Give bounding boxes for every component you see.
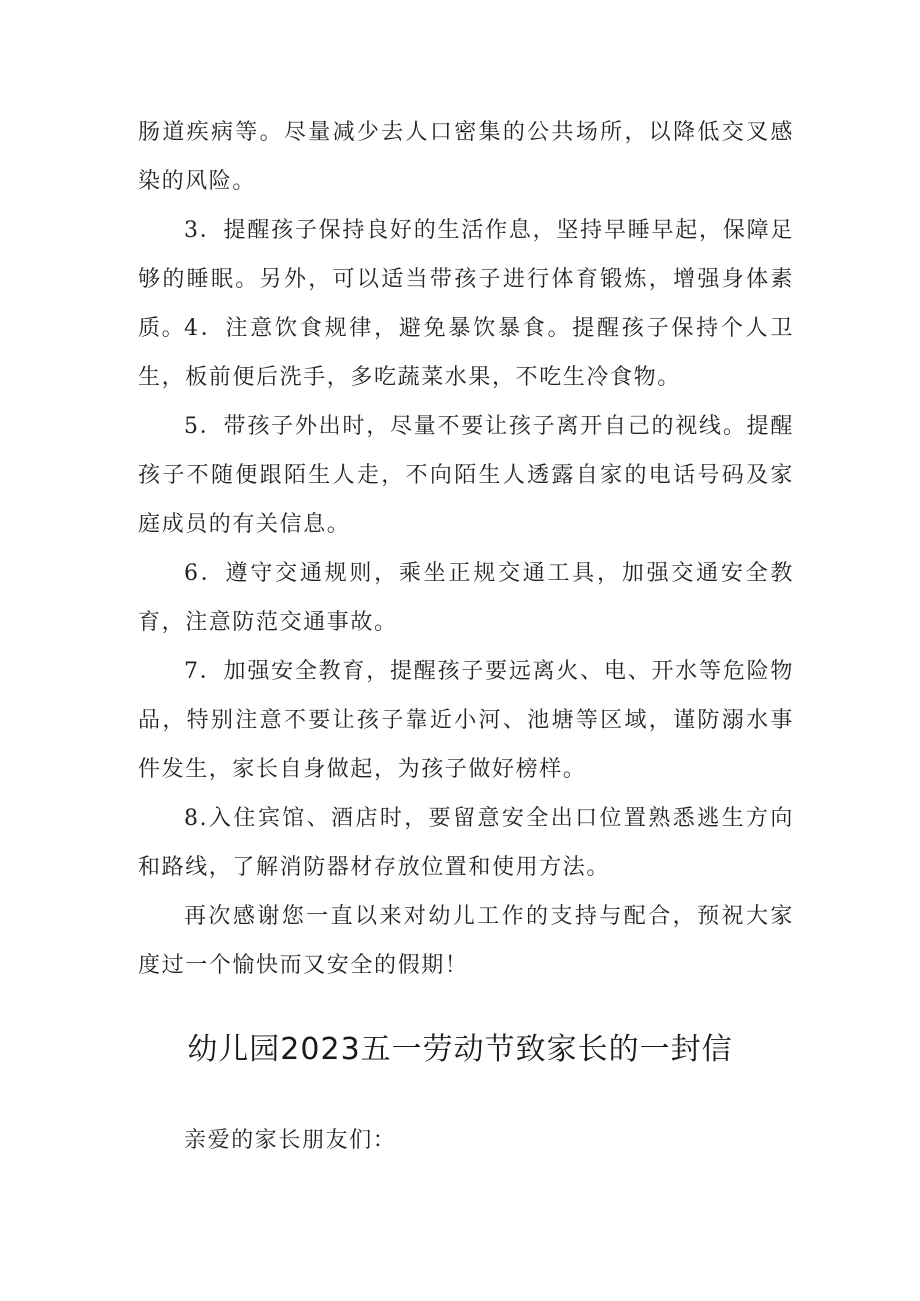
paragraph-closing: 再次感谢您一直以来对幼儿工作的支持与配合，预祝大家度过一个愉快而又安全的假期！ [138,904,794,978]
paragraph-item-7: 7．加强安全教育，提醒孩子要远离火、电、开水等危险物品，特别注意不要让孩子靠近小河、池塘等区域，谨防溺水事件发生，家长自身做起，为孩子做好榜样。 [138,659,794,782]
paragraph-continuation: 肠道疾病等。尽量减少去人口密集的公共场所，以降低交叉感染的风险。 [138,120,794,194]
paragraph-item-8: 8.入住宾馆、酒店时，要留意安全出口位置熟悉逃生方向和路线，了解消防器材存放位置和使用方法。 [138,806,794,880]
paragraph-item-3: 3．提醒孩子保持良好的生活作息，坚持早睡早起，保障足够的睡眠。另外，可以适当带孩子进行体育锻炼，增强身体素质。 [138,218,794,341]
letter-greeting: 亲爱的家长朋友们： [184,1128,397,1153]
paragraph-item-5: 5．带孩子外出时，尽量不要让孩子离开自己的视线。提醒孩子不随便跟陌生人走，不向陌生人透露自家的电话号码及家庭成员的有关信息。 [138,414,794,537]
paragraph-item-6: 6．遵守交通规则，乘坐正规交通工具，加强交通安全教育，注意防范交通事故。 [138,561,794,635]
paragraph-item-4: 4．注意饮食规律，避免暴饮暴食。提醒孩子保持个人卫生，板前便后洗手，多吃蔬菜水果，不吃生冷食物。 [138,316,794,390]
letter-title: 幼儿园2023五一劳动节致家长的一封信 [187,1032,733,1067]
